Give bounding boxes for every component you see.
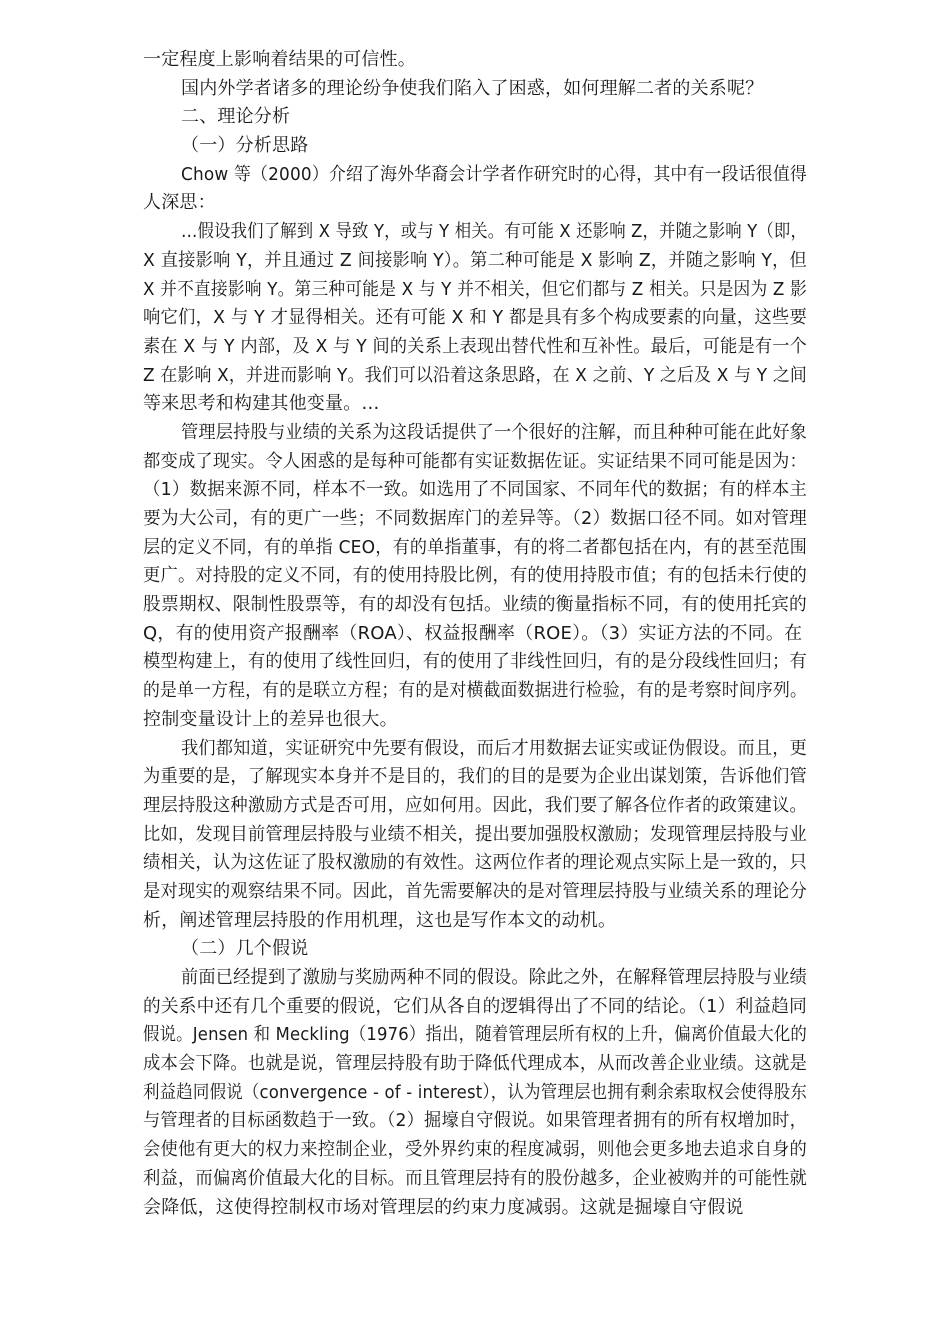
text-line: 我们都知道，实证研究中先要有假设，而后才用数据去证实或证伪假设。而且，更 <box>181 737 807 759</box>
text-line: 会降低，这使得控制权市场对管理层的约束力度减弱。这就是掘壕自守假说 <box>143 1196 744 1218</box>
text-line: 二、理论分析 <box>181 106 291 128</box>
text-line: 为重要的是，了解现实本身并不是目的，我们的目的是要为企业出谋划策，告诉他们管 <box>143 766 807 788</box>
text-line: 素在 X 与 Y 内部，及 X 与 Y 间的关系上表现出替代性和互补性。最后，可能是有一个 <box>143 335 807 357</box>
text-line: 假说。Jensen 和 Meckling（1976）指出，随着管理层所有权的上升，偏离价值最大化的 <box>143 1024 807 1046</box>
text-line: 的是单一方程，有的是联立方程；有的是对横截面数据进行检验，有的是考察时间序列。 <box>143 680 807 702</box>
text-line: 管理层持股与业绩的关系为这段话提供了一个很好的注解，而且种种可能在此好象 <box>181 421 807 443</box>
text-line: 利益趋同假说（convergence - of - interest），认为管理层也拥有剩余索取权会使得股东 <box>143 1081 807 1103</box>
text-line: 绩相关，认为这佐证了股权激励的有效性。这两位作者的理论观点实际上是一致的，只 <box>143 852 807 874</box>
text-line: （二）几个假说 <box>181 938 309 960</box>
text-line: 比如，发现目前管理层持股与业绩不相关，提出要加强股权激励；发现管理层持股与业 <box>143 823 807 845</box>
text-line: 响它们，X 与 Y 才显得相关。还有可能 X 和 Y 都是具有多个构成要素的向量，这些要 <box>143 307 807 329</box>
text-line: 理层持股这种激励方式是否可用，应如何用。因此，我们要了解各位作者的政策建议。 <box>143 794 807 816</box>
text-line: 更广。对持股的定义不同，有的使用持股比例，有的使用持股市值；有的包括未行使的 <box>143 565 807 587</box>
text-line: 等来思考和构建其他变量。… <box>143 393 380 415</box>
text-line: Z 在影响 X，并进而影响 Y。我们可以沿着这条思路，在 X 之前、Y 之后及 X 与 Y 之间 <box>143 364 807 386</box>
text-line: Chow 等（2000）介绍了海外华裔会计学者作研究时的心得，其中有一段话很值得 <box>181 163 807 185</box>
text-line: 层的定义不同，有的单指 CEO，有的单指董事，有的将二者都包括在内，有的甚至范围 <box>143 536 807 558</box>
text-line: 控制变量设计上的差异也很大。 <box>143 708 398 730</box>
text-line: 利益，而偏离价值最大化的目标。而且管理层持有的股份越多，企业被购并的可能性就 <box>143 1167 807 1189</box>
text-line: 与管理者的目标函数趋于一致。（2）掘壕自守假说。如果管理者拥有的所有权增加时， <box>143 1110 807 1132</box>
text-line: 前面已经提到了激励与奖励两种不同的假设。除此之外，在解释管理层持股与业绩 <box>181 967 807 988</box>
document-body <box>143 46 888 1222</box>
text-line: 成本会下降。也就是说，管理层持股有助于降低代理成本，从而改善企业业绩。这就是 <box>143 1053 807 1075</box>
text-line: 都变成了现实。令人困惑的是每种可能都有实证数据佐证。实证结果不同可能是因为： <box>143 450 807 472</box>
text-line: 国内外学者诸多的理论纷争使我们陷入了困惑，如何理解二者的关系呢？ <box>181 77 764 99</box>
text-line: X 直接影响 Y，并且通过 Z 间接影响 Y）。第二种可能是 X 影响 Z，并随之影响 Y，但 <box>143 249 807 271</box>
text-line: 一定程度上影响着结果的可信性。 <box>143 49 416 70</box>
text-line: （1）数据来源不同，样本不一致。如选用了不同国家、不同年代的数据；有的样本主 <box>143 479 807 501</box>
text-line: 模型构建上，有的使用了线性回归，有的使用了非线性回归，有的是分段线性回归；有 <box>143 651 807 673</box>
text-line: 是对现实的观察结果不同。因此，首先需要解决的是对管理层持股与业绩关系的理论分 <box>143 880 807 902</box>
text-line: …假设我们了解到 X 导致 Y，或与 Y 相关。有可能 X 还影响 Z，并随之影响 Y（即， <box>181 221 807 243</box>
text-line: 的关系中还有几个重要的假说，它们从各自的逻辑得出了不同的结论。（1）利益趋同 <box>143 995 807 1017</box>
text-line: 要为大公司，有的更广一些；不同数据库门的差异等。（2）数据口径不同。如对管理 <box>143 508 807 529</box>
text-line: （一）分析思路 <box>181 135 309 157</box>
text-line: Q，有的使用资产报酬率（ROA）、权益报酬率（ROE）。（3）实证方法的不同。在 <box>143 622 803 644</box>
text-line: 会使他有更大的权力来控制企业，受外界约束的程度减弱，则他会更多地去追求自身的 <box>143 1139 807 1161</box>
text-line: X 并不直接影响 Y。第三种可能是 X 与 Y 并不相关，但它们都与 Z 相关。只是因为 Z 影 <box>143 278 807 300</box>
text-line: 人深思： <box>143 192 216 214</box>
text-line: 析，阐述管理层持股的作用机理，这也是写作本文的动机。 <box>143 909 617 931</box>
text-line: 股票期权、限制性股票等，有的却没有包括。业绩的衡量指标不同，有的使用托宾的 <box>143 594 807 616</box>
